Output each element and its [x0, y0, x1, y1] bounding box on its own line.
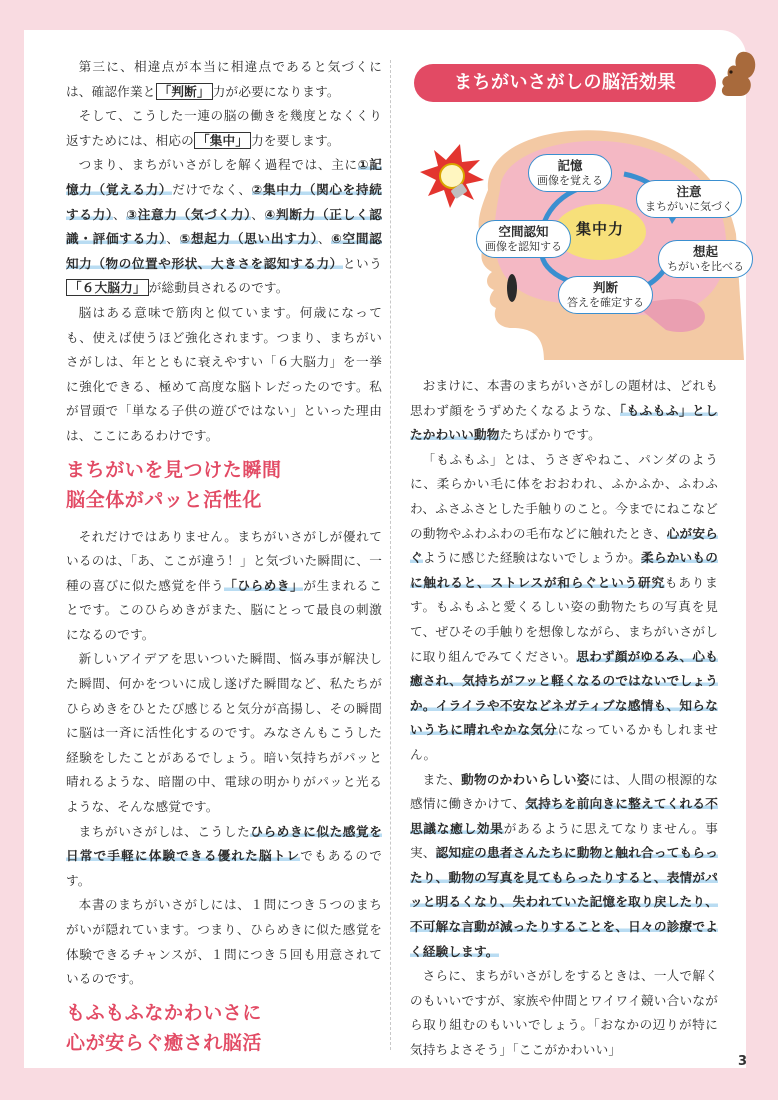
paragraph: 第三に、相違点が本当に相違点であると気づくには、確認作業と 「判断」 力が必要になります。: [66, 59, 382, 99]
paragraph: 脳はある意味で筋肉と似ています。何歳になっても、使えば使うほど強化されます。つまり、まちがいさがしは、年とともに衰えやすい「６大脳力」を一挙に強化できる、極めて高度な脳トレだったのです。私が冒頭で「単なる子供の遊びではない」といった理由は、ここにあるわけです。: [66, 304, 382, 443]
node-memory: 記憶 画像を覚える: [528, 154, 612, 192]
page: [24, 30, 746, 1068]
paragraph: また、動物のかわいらしい姿には、人間の根源的な感情に働きかけて、気持ちを前向きに整えてくれる不思議な癒し効果があるように思えてなりません。事実、認知症の患者さんたちに動物と触れ合ってもらったり、動物の写真を見てもらったりすると、表情がパッと明るくなり、失われていた記憶を取り戻したり、不可解な言動が減ったりすることを、日々の診療でよく経験します。: [410, 771, 719, 959]
node-attention: 注意 まちがいに気づく: [636, 180, 742, 218]
paragraph: 「もふもふ」とは、うさぎやねこ、パンダのように、柔らかい毛に体をおおわれ、ふかふか、ふわふわ、ふさふさとした手触りのこと。今までにねこなどの動物やふわふわの毛布などに触れたとき、心が安らぐように感じた経験はないでしょうか。柔らかいものに触れると、ストレスが和らぐという研究もあります。もふもふと愛くるしい姿の動物たちの写真を見て、ぜひその手触りを想像しながら、まちがいさがしに取り組んでみてください。思わず顔がゆるみ、心も癒され、気持ちがフッと軽くなるのではないでしょうか。イライラや不安などネガティブな感情も、知らないうちに晴れやかな気分になっているかもしれません。: [410, 451, 719, 762]
paragraph: まちがいさがしは、こうしたひらめきに似た感覚を日常で手軽に体験できる優れた脳トレでもあるのです。: [66, 823, 383, 888]
left-column: [66, 55, 382, 1068]
column-divider: [390, 60, 391, 1050]
node-judgment: 判断 答えを確定する: [558, 276, 653, 314]
paragraph: そして、こうした一連の脳の働きを幾度となくくり返すためには、相応の 「集中」 力を要します。: [66, 108, 382, 148]
center-concentration: 集中力: [576, 220, 625, 238]
brain-illustration: [404, 114, 744, 360]
right-column: [410, 374, 718, 1063]
page-number: 3: [738, 1054, 748, 1069]
section-heading-1: まちがいを見つけた瞬間 脳全体がパッと活性化: [66, 458, 282, 511]
paragraph: さらに、まちがいさがしをするときは、一人で解くのもいいですが、家族や仲間とワイワイ競い合いながら取り組むのもいいでしょう。「おなかの辺りが特に気持ちよさそう」「ここがかわいい」: [410, 968, 718, 1058]
paragraph: それだけではありません。まちがいさがしが優れているのは、「あ、ここが違う！」と気づいた瞬間に、一種の喜びに似た感覚を伴う「ひらめき」が生まれることです。このひらめきがまた、脳にとって最良の刺激になるのです。: [66, 528, 383, 642]
brain-diagram: [404, 114, 744, 360]
node-spatial: 空間認知 画像を認知する: [476, 220, 571, 258]
paragraph: 新しいアイデアを思いついた瞬間、悩み事が解決した瞬間、何かをついに成し遂げた瞬間など、私たちがひらめきをひとたび感じると気分が高揚し、その瞬間に脳は一斉に活性化するのです。みなさんもこうした経験をしたことがあるでしょう。暗い気持ちがパッと晴れるような、暗闇の中、電球の明かりがパッと光るような、そんな感覚です。: [66, 651, 382, 815]
section-heading-2: もふもふなかわいさに 心が安らぐ癒され脳活: [66, 1001, 263, 1054]
paragraph: つまり、まちがいさがしを解く過程では、主に①記憶力（覚える力）だけでなく、②集中力（関心を持続する力）、③注意力（気づく力）、④判断力（正しく認識・評価する力）、⑤想起力（思い出す力）、⑥空間認知力（物の位置や形状、大きさを認知する力）という「６大脳力」 が総動員されるのです。: [66, 157, 383, 296]
paragraph: 本書のまちがいさがしには、１問につき５つのまちがいが隠れています。つまり、ひらめきに似た感覚を体験できるチャンスが、１問につき５回も用意されているのです。: [66, 897, 382, 987]
diagram-title: まちがいさがしの脳活効果: [414, 64, 716, 102]
paragraph: おまけに、本書のまちがいさがしの題材は、どれも思わず顔をうずめたくなるような、「もふもふ」としたかわいい動物たちばかりです。: [410, 378, 718, 443]
node-recall: 想起 ちがいを比べる: [658, 240, 753, 278]
squirrel-icon: [716, 48, 758, 100]
